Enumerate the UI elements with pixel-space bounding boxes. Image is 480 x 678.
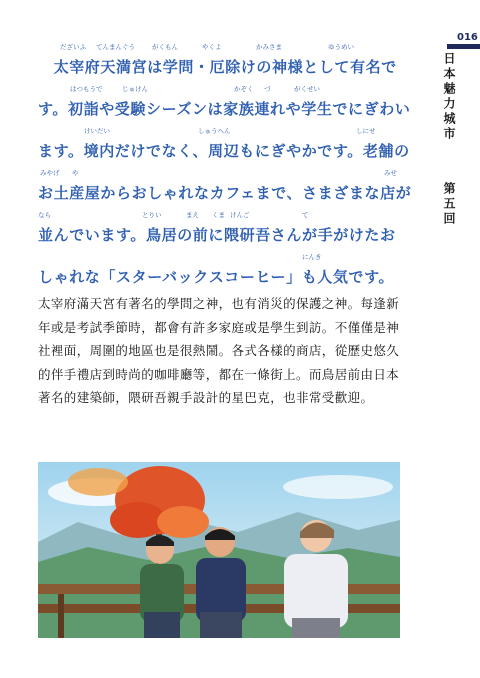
furigana: やくよ [202, 43, 222, 51]
furigana: まえ [186, 211, 199, 219]
cloud [283, 475, 393, 499]
furigana: じゅけん [122, 85, 148, 93]
japanese-line [38, 252, 403, 294]
furigana: くま [212, 211, 225, 219]
furigana-row [38, 42, 403, 54]
furigana: だざいふ [60, 43, 86, 51]
furigana: しにせ [356, 127, 376, 135]
furigana-row [38, 252, 403, 264]
japanese-line [38, 126, 410, 168]
furigana-row [38, 126, 403, 138]
autumn-tree-leaves [68, 468, 128, 496]
furigana: がくもん [152, 43, 178, 51]
furigana: みやげ [40, 169, 60, 177]
furigana: しゅうへん [198, 127, 231, 135]
furigana: がくせい [294, 85, 320, 93]
furigana: かぞく [234, 85, 254, 93]
japanese-sentence: ます。境内だけでなく、周辺もにぎやかです。老舗の [38, 142, 410, 160]
side-chapter: 第五回 [442, 182, 456, 227]
furigana-row [38, 84, 403, 96]
japanese-line [38, 84, 411, 126]
furigana-row [38, 210, 403, 222]
furigana: づ [264, 85, 271, 93]
furigana: はつもうで [70, 85, 103, 93]
japanese-sentence: お土産屋からおしゃれなカフェまで、さまざまな店が [38, 184, 412, 202]
japanese-line [38, 42, 403, 84]
furigana: とりい [142, 211, 162, 219]
furigana: てんまんぐう [96, 43, 135, 51]
furigana-row [38, 168, 403, 180]
japanese-sentence: 並んでいます。鳥居の前に隈研吾さんが手がけたお [38, 226, 396, 244]
illustration [38, 462, 400, 638]
chinese-translation [38, 292, 400, 410]
furigana: や [72, 169, 79, 177]
japanese-sentence: 太宰府天満宮は学問・厄除けの神様として有名で [38, 58, 397, 76]
furigana: けんご [230, 211, 250, 219]
side-title: 日本魅力城市 [442, 52, 456, 142]
furigana: かみさま [256, 43, 282, 51]
furigana: みせ [384, 169, 397, 177]
furigana: て [302, 211, 309, 219]
furigana: けいだい [84, 127, 110, 135]
furigana: にんき [302, 253, 322, 261]
japanese-text-block [38, 42, 412, 294]
furigana: ゆうめい [328, 43, 354, 51]
page-number-bar [447, 44, 480, 49]
japanese-line [38, 210, 403, 252]
page-number: 016 [457, 32, 478, 43]
bench-leg [58, 594, 64, 638]
chinese-paragraph: 太宰府滿天宮有著名的學問之神，也有消災的保護之神。每逢新年或是考試季節時，都會有許多家庭或是學生到訪。不僅僅是神社裡面，周圍的地區也是很熱鬧。各式各樣的商店，從歷史悠久的伴手禮店到時尚的咖啡廳等，都在一條街上。而鳥居前由日本著名的建築師，隈研吾親手設計的星巴克，也非常受歡迎。 [38, 296, 400, 405]
japanese-sentence: しゃれな「スターバックスコーヒー」も人気です。 [38, 268, 395, 286]
autumn-tree-leaves [157, 506, 209, 538]
japanese-line [38, 168, 412, 210]
furigana: なら [38, 211, 51, 219]
japanese-sentence: す。初詣や受験シーズンは家族連れや学生でにぎわい [38, 100, 411, 118]
